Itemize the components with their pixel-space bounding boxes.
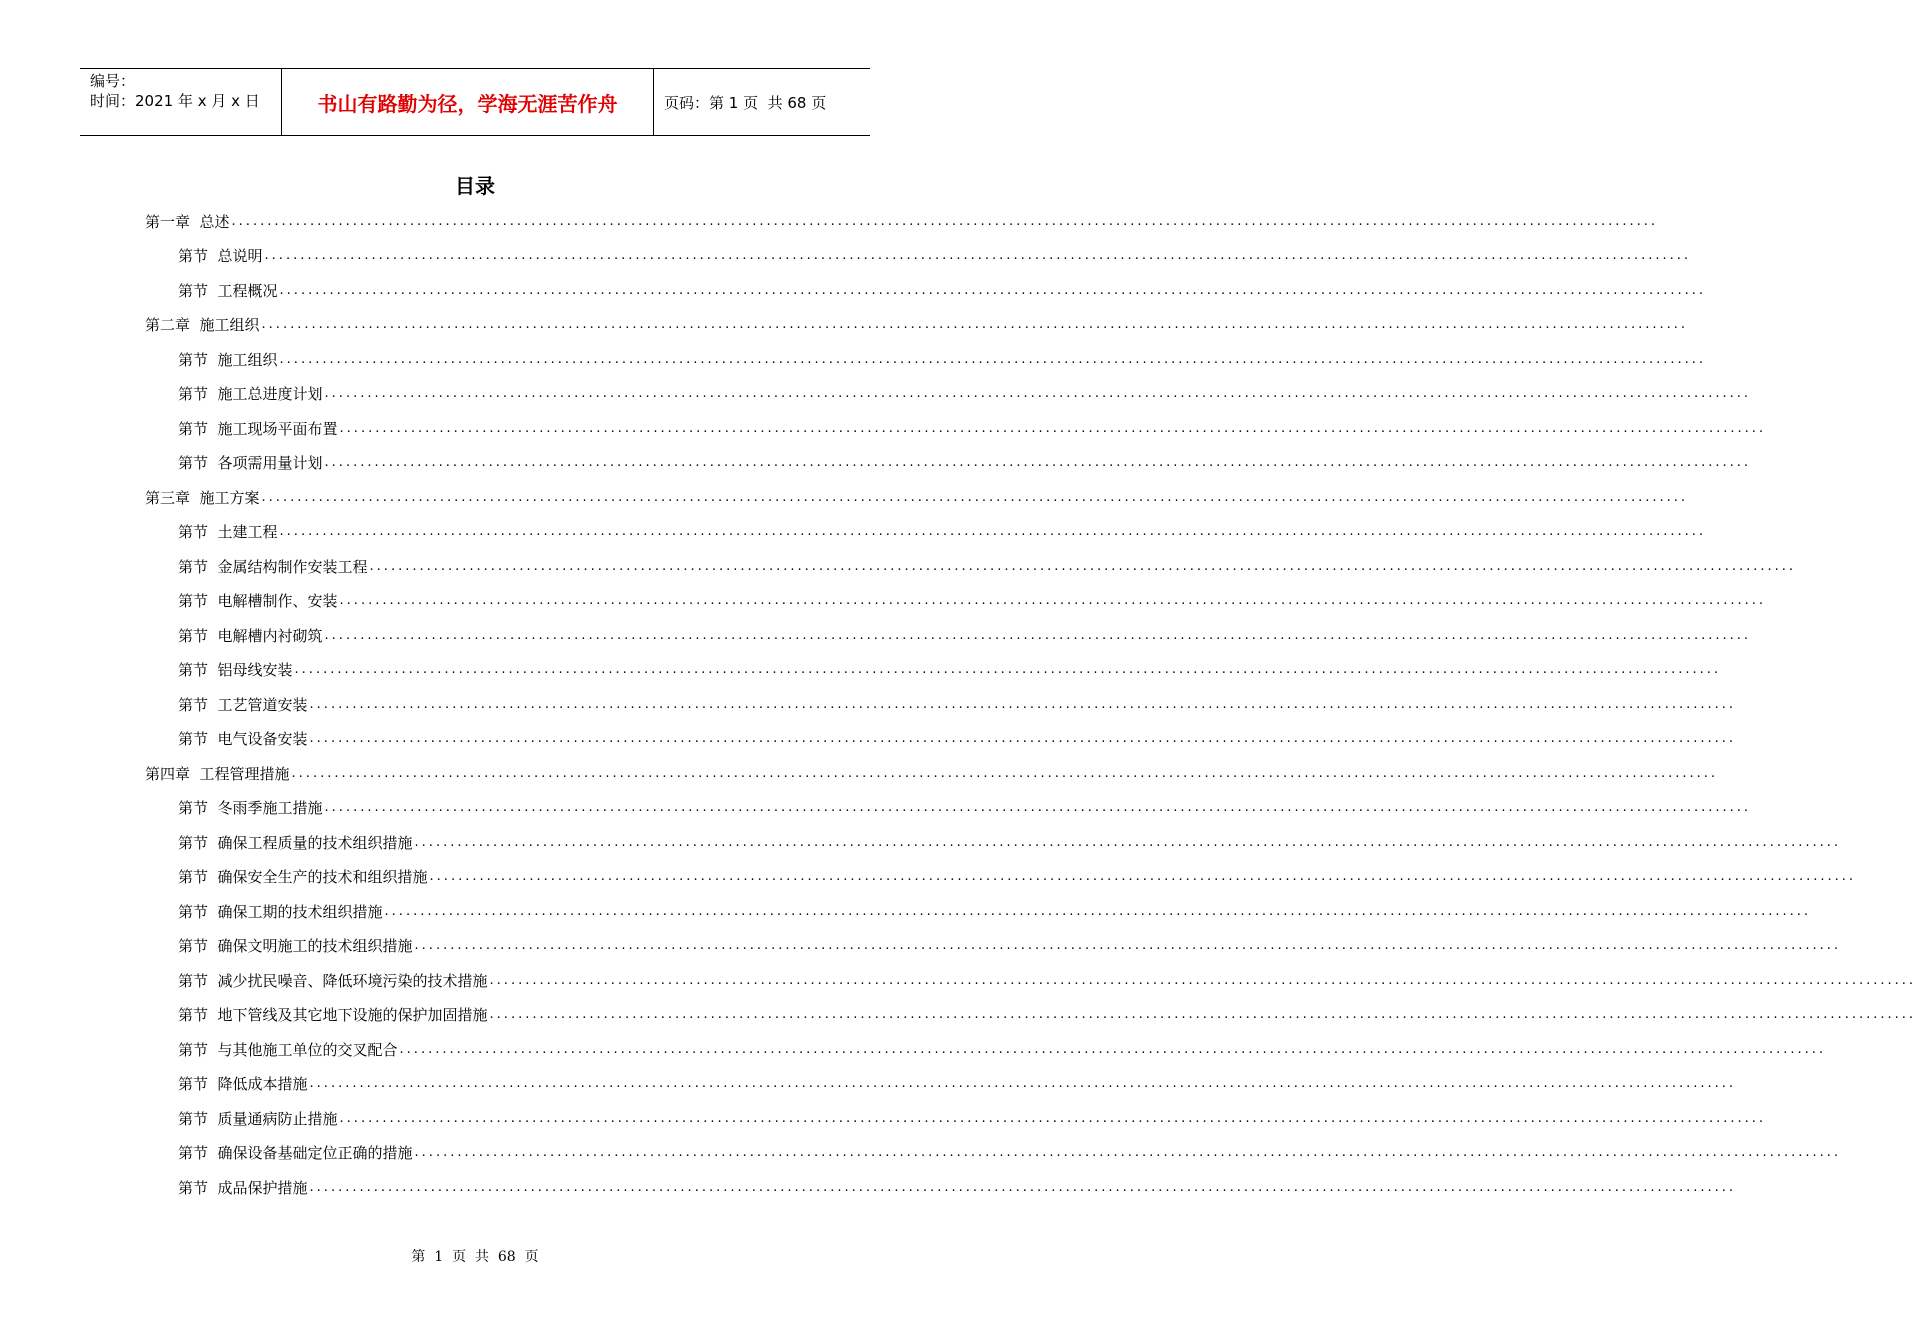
toc-section[interactable] [178,273,1707,307]
toc-section[interactable] [178,1067,1737,1101]
toc-section[interactable] [178,1136,1842,1170]
toc-entry-label: 第节 总说明 [178,247,263,265]
page-info-text: 页码：第 1 页 共 68 页 [664,93,827,112]
toc-chapter[interactable] [145,204,1659,238]
toc-leader-dots: ........................................................................................................................................................................................................ [294,662,1722,677]
toc-leader-dots: ........................................................................................................................................................................................................ [414,1145,1842,1160]
toc-leader-dots: ........................................................................................................................................................................................................ [264,248,1692,263]
toc-leader-dots: ........................................................................................................................................................................................................ [384,903,1812,919]
toc-section[interactable] [178,963,1916,997]
toc-entry-label: 第节 电解槽内衬砌筑 [178,626,323,645]
toc-section[interactable] [178,618,1752,652]
toc-entry-label: 第节 金属结构制作安装工程 [178,557,368,576]
toc-entry-label: 第节 电解槽制作、安装 [178,592,338,610]
toc-entry-label: 第节 降低成本措施 [178,1075,308,1093]
toc-section[interactable] [178,342,1707,376]
toc-section[interactable] [178,584,1767,618]
toc-leader-dots: ........................................................................................................................................................................................................ [399,1041,1827,1057]
toc-leader-dots: ........................................................................................................................................................................................................ [309,1179,1737,1195]
toc-chapter[interactable] [145,756,1719,790]
toc-title: 目录 [455,174,495,198]
toc-leader-dots: ........................................................................................................................................................................................................ [309,696,1737,712]
toc-section[interactable] [178,825,1842,859]
toc-section[interactable] [178,1101,1767,1135]
toc-entry-label: 第节 减少扰民噪音、降低环境污染的技术措施 [178,971,488,990]
toc-leader-dots: ........................................................................................................................................................................................................ [324,455,1752,470]
toc-leader-dots: ........................................................................................................................................................................................................ [309,1076,1737,1091]
page-footer: 第 1 页 共 68 页 [411,1249,539,1265]
toc-entry-label: 第节 冬雨季施工措施 [178,799,323,817]
toc-entry-label: 第节 确保工期的技术组织措施 [178,902,383,921]
toc-leader-dots: ........................................................................................................................................................................................................ [369,558,1797,574]
toc-leader-dots: ........................................................................................................................................................................................................ [309,731,1737,746]
toc-chapter[interactable] [145,480,1689,514]
toc-section[interactable] [178,1170,1737,1204]
toc-section[interactable] [178,653,1722,687]
toc-entry-label: 第四章 工程管理措施 [145,764,290,783]
toc-section[interactable] [178,411,1767,445]
toc-section[interactable] [178,446,1752,480]
toc-entry-label: 第节 与其他施工单位的交叉配合 [178,1040,398,1059]
motto-text: 书山有路勤为径，学海无涯苦作舟 [317,91,618,116]
toc-section[interactable] [178,722,1737,756]
toc-entry-label: 第节 工程概况 [178,281,278,300]
toc-leader-dots: ........................................................................................................................................................................................................ [339,593,1767,608]
toc-section[interactable] [178,998,1916,1032]
toc-leader-dots: ........................................................................................................................................................................................................ [261,317,1689,332]
toc-section[interactable] [178,239,1692,273]
toc-chapter[interactable] [145,308,1689,342]
toc-leader-dots: ........................................................................................................................................................................................................ [231,213,1659,229]
header-meta [80,69,282,135]
toc-leader-dots: ........................................................................................................................................................................................................ [324,627,1752,643]
document-number-label: 编号： [90,72,136,90]
toc-entry-label: 第节 确保文明施工的技术组织措施 [178,937,413,955]
toc-entry-label: 第节 确保设备基础定位正确的措施 [178,1144,413,1162]
toc-leader-dots: ........................................................................................................................................................................................................ [414,834,1842,850]
toc-leader-dots: ........................................................................................................................................................................................................ [324,800,1752,815]
toc-section[interactable] [178,1032,1827,1066]
toc-entry-label: 第二章 施工组织 [145,316,260,334]
toc-section[interactable] [178,549,1797,583]
toc-leader-dots: ........................................................................................................................................................................................................ [279,282,1707,298]
toc-leader-dots: ........................................................................................................................................................................................................ [414,938,1842,953]
toc-leader-dots: ........................................................................................................................................................................................................ [339,420,1767,436]
toc-section[interactable] [178,687,1737,721]
document-date: 时间：2021 年 x 月 x 日 [90,92,260,110]
toc-entry-label: 第节 施工现场平面布置 [178,419,338,438]
toc-section[interactable] [178,791,1752,825]
toc-entry-label: 第节 施工组织 [178,350,278,369]
toc-leader-dots: ........................................................................................................................................................................................................ [489,1007,1916,1022]
toc-entry-label: 第节 施工总进度计划 [178,385,323,403]
toc-entry-label: 第节 地下管线及其它地下设施的保护加固措施 [178,1006,488,1024]
header-motto [282,69,654,135]
toc-section[interactable] [178,515,1707,549]
toc-entry-label: 第节 质量通病防止措施 [178,1109,338,1128]
toc-leader-dots: ........................................................................................................................................................................................................ [291,765,1719,781]
toc-entry-label: 第节 工艺管道安装 [178,695,308,714]
toc-section[interactable] [178,894,1812,928]
toc-entry-label: 第节 成品保护措施 [178,1178,308,1197]
toc-leader-dots: ........................................................................................................................................................................................................ [429,869,1857,884]
toc-section[interactable] [178,377,1752,411]
toc-leader-dots: ........................................................................................................................................................................................................ [489,972,1916,988]
toc-entry-label: 第节 确保工程质量的技术组织措施 [178,833,413,852]
toc-leader-dots: ........................................................................................................................................................................................................ [261,489,1689,505]
page-header [80,68,870,136]
header-page-info [654,69,870,135]
toc-leader-dots: ........................................................................................................................................................................................................ [279,351,1707,367]
toc-entry-label: 第节 确保安全生产的技术和组织措施 [178,868,428,886]
toc-entry-label: 第一章 总述 [145,212,230,231]
toc-leader-dots: ........................................................................................................................................................................................................ [324,386,1752,401]
toc-leader-dots: ........................................................................................................................................................................................................ [279,524,1707,539]
toc-section[interactable] [178,929,1842,963]
toc-entry-label: 第节 土建工程 [178,523,278,541]
toc-leader-dots: ........................................................................................................................................................................................................ [339,1110,1767,1126]
toc-entry-label: 第三章 施工方案 [145,488,260,507]
toc-entry-label: 第节 电气设备安装 [178,730,308,748]
toc-section[interactable] [178,860,1857,894]
toc-entry-label: 第节 铝母线安装 [178,661,293,679]
toc-entry-label: 第节 各项需用量计划 [178,454,323,472]
